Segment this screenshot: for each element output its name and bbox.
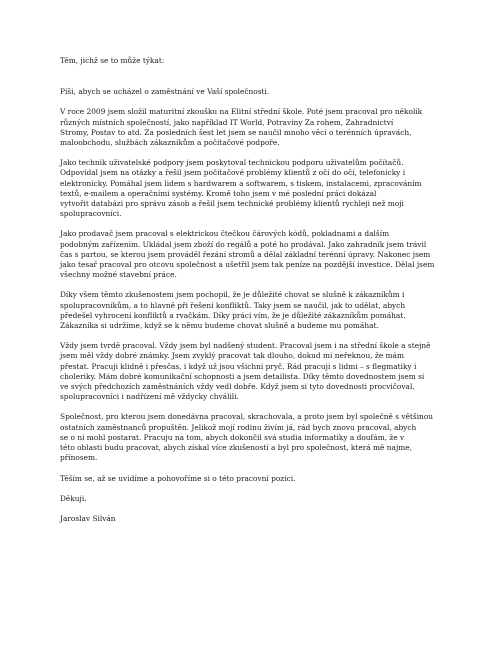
paragraph-line: Odpovídal jsem na otázky a řešil jsem počítačové problémy klientů z očí do očí, telefonicky i — [60, 168, 406, 178]
paragraph-line: jako tesař pracoval pro otcovu společnost a ušetřil jsem tak peníze na pozdější investice. Dělal jsem — [60, 260, 435, 270]
paragraph-line: této oblasti budu pracovat, abych získal více zkušeností a byl pro společnost, která mě najme, — [60, 443, 412, 453]
closing-line: Děkuji. — [60, 493, 87, 503]
paragraph-line: čas s partou, se kterou jsem prováděl řezání stromů a dělal základní terénní úpravy. Nakonec jsem — [60, 249, 431, 259]
paragraph-line: přínosem. — [60, 453, 98, 463]
paragraph-line: maloobchodu, službách zákazníkům a počítačové podpoře. — [60, 138, 280, 148]
paragraph-line: jsem měl vždy dobré známky. Jsem zvyklý pracovat tak dlouho, dokud mi neřeknou, že mám — [60, 351, 404, 361]
letter-paragraph — [60, 87, 450, 97]
paragraph-line: Těším se, až se uvidíme a pohovoříme si o této pracovní pozici. — [60, 473, 296, 483]
closing — [60, 494, 450, 504]
paragraph-line: Stromy, Postav to atd. Za posledních šest let jsem se naučil mnoho věcí o terénních úpravách, — [60, 127, 412, 137]
letter-paragraph — [60, 229, 450, 280]
paragraph-line: přestat. Pracuji klidně i přesčas, i když už jsou všichni pryč. Rád pracuji s lidmi – s flegmatiky i — [60, 361, 417, 371]
paragraph-line: elektronicky. Pomáhal jsem lidem s hardwarem a softwarem, s tiskem, instalacemi, zpracováním — [60, 178, 422, 188]
paragraph-line: ve svých předchozích zaměstnáních vždy vedl dobře. Když jsem si tyto dovednosti procvičoval, — [60, 382, 415, 392]
salutation-line: Těm, jichž se to může týkat: — [60, 56, 165, 65]
paragraph-line: Společnost, pro kterou jsem donedávna pracoval, skrachovala, a proto jsem byl společně s většinou — [60, 412, 434, 422]
paragraph-line: spolupracovníci. — [60, 209, 122, 219]
letter-paragraph — [60, 474, 450, 484]
paragraph-line: se o ni mohl postarat. Pracuju na tom, abych dokončil svá studia informatiky a doufám, že v — [60, 432, 405, 442]
paragraph-line: podobným zařízením. Ukládal jsem zboží do regálů a poté ho prodával. Jako zahradník jsem trávil — [60, 239, 427, 249]
letter-page — [60, 56, 450, 524]
paragraph-line: V roce 2009 jsem složil maturitní zkoušku na Elitní střední škole. Poté jsem pracoval pro několik — [60, 107, 423, 117]
paragraph-line: předešel vyhrocení konfliktů a rvačkám. Díky práci vím, že je důležité zákazníkům pomáhat. — [60, 310, 406, 320]
letter-paragraph — [60, 290, 450, 331]
paragraph-line: spolupracovníci i nadřízení mě vždycky chválili. — [60, 392, 239, 402]
paragraph-line: vytvořit databázi pro správu zásob a řešil jsem technické problémy klientů rychleji než moji — [60, 199, 404, 209]
paragraph-line: Vždy jsem tvrdě pracoval. Vždy jsem byl nadšený student. Pracoval jsem i na střední škole a stejně — [60, 341, 431, 351]
letter-paragraph — [60, 158, 450, 219]
paragraph-line: textů, e-mailem a operačními systémy. Kromě toho jsem v mé poslední práci dokázal — [60, 188, 377, 198]
letter-paragraph — [60, 412, 450, 463]
salutation — [60, 56, 450, 66]
paragraph-line: Jako prodavač jsem pracoval s elektrickou čtečkou čárových kódů, pokladnami a dalším — [60, 229, 390, 239]
letter-paragraph — [60, 341, 450, 402]
signature — [60, 514, 450, 524]
paragraph-line: Jako technik uživatelské podpory jsem poskytoval technickou podporu uživatelům počítačů. — [60, 158, 404, 168]
paragraph-line: různých místních společností, jako například IT World, Potraviny Za rohem, Zahradnictví — [60, 117, 394, 127]
signature-line: Jaroslav Silván — [60, 513, 116, 523]
paragraph-line: choleriky. Mám dobré komunikační schopnosti a jsem detailista. Díky těmto dovednostem jsem si — [60, 371, 425, 381]
paragraph-line: Díky všem těmto zkušenostem jsem pochopil, že je důležité chovat se slušně k zákazníkům i — [60, 290, 405, 300]
letter-body — [60, 87, 450, 494]
paragraph-line: Zákazníka si udržíme, když se k němu budeme chovat slušně a budeme mu pomáhat. — [60, 321, 379, 331]
paragraph-line: spolupracovníkům, a to hlavně při řešení konfliktů. Taky jsem se naučil, jak to udělat, abych — [60, 300, 406, 310]
paragraph-line: Píši, abych se ucházel o zaměstnání ve Vaší společnosti. — [60, 87, 270, 97]
paragraph-line: všechny možné stavební práce. — [60, 270, 177, 280]
paragraph-line: ostatních zaměstnanců propuštěn. Jelikož mojí rodinu živím já, rád bych znovu pracoval, abych — [60, 422, 417, 432]
letter-paragraph — [60, 107, 450, 148]
